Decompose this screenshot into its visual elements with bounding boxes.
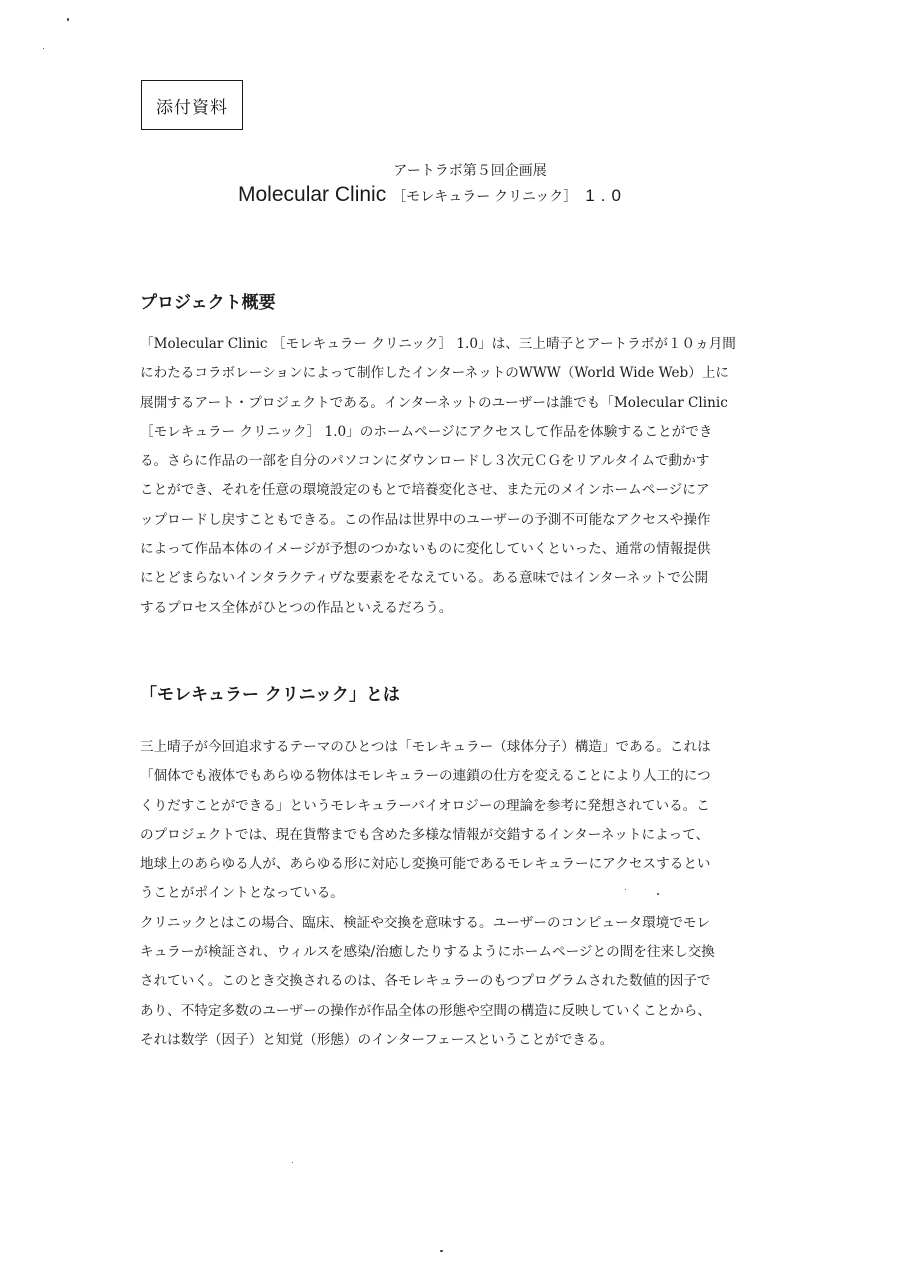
scan-speck bbox=[292, 1162, 293, 1163]
document-title bbox=[238, 183, 627, 207]
about-paragraph bbox=[140, 733, 780, 1055]
paragraph-line: されていく。このとき交換されるのは、各モレキュラーのもつプログラムされた数値的因子で bbox=[140, 973, 711, 990]
scan-speck bbox=[625, 889, 626, 890]
attachment-label: 添付資料 bbox=[156, 97, 228, 118]
paragraph-line: キュラーが検証され、ウィルスを感染/治癒したりするようにホームページとの間を往来し交換 bbox=[140, 944, 715, 961]
paragraph-line: クリニックとはこの場合、臨床、検証や交換を意味する。ユーザーのコンピュータ環境でモレ bbox=[140, 914, 711, 931]
exhibition-subtitle: アートラボ第５回企画展 bbox=[393, 163, 547, 179]
overview-paragraph bbox=[140, 330, 780, 623]
section-heading-overview: プロジェクト概要 bbox=[140, 293, 276, 313]
paragraph-line: するプロセス全体がひとつの作品といえるだろう。 bbox=[140, 599, 453, 616]
title-japanese: ［モレキュラー クリニック］ bbox=[392, 188, 578, 204]
paragraph-line: ことができ、それを任意の環境設定のもとで培養変化させ、また元のメインホームページにア bbox=[140, 482, 710, 499]
paragraph-line: 三上晴子が今回追求するテーマのひとつは「モレキュラー（球体分子）構造」である。これは bbox=[140, 739, 711, 755]
paragraph-line: る。さらに作品の一部を自分のパソコンにダウンロードし３次元ＣＧをリアルタイムで動かす bbox=[140, 453, 710, 470]
section-heading-about: 「モレキュラー クリニック」とは bbox=[140, 685, 400, 705]
paragraph-line: にとどまらないインタラクティヴな要素をそなえている。ある意味ではインターネットで公開 bbox=[140, 570, 709, 587]
paragraph-line: にわたるコラボレーションによって制作したインターネットのWWW（World Wide Web）上に bbox=[140, 365, 730, 382]
paragraph-line: ップロードし戻すこともできる。この作品は世界中のユーザーの予測不可能なアクセスや操作 bbox=[140, 511, 711, 528]
scan-speck bbox=[43, 48, 44, 49]
paragraph-line: ［モレキュラー クリニック］ 1.0」のホームページにアクセスして作品を体験することができ bbox=[140, 423, 713, 440]
title-version: 1.0 bbox=[585, 186, 627, 205]
paragraph-line: あり、不特定多数のユーザーの操作が作品全体の形態や空間の構造に反映していくことから、 bbox=[140, 1002, 711, 1019]
paragraph-line: くりだすことができる」というモレキュラーバイオロジーの理論を参考に発想されている。こ bbox=[140, 797, 710, 814]
paragraph-line: によって作品本体のイメージが予想のつかないものに変化していくといった、通常の情報提供 bbox=[140, 541, 711, 558]
paragraph-line: 展開するアート・プロジェクトである。インターネットのユーザーは誰でも「Molecular Clinic bbox=[140, 394, 728, 411]
scan-speck bbox=[67, 18, 69, 21]
paragraph-line: うことがポイントとなっている。 bbox=[140, 885, 344, 902]
paragraph-line: 「個体でも液体でもあらゆる物体はモレキュラーの連鎖の仕方を変えることにより人工的につ bbox=[140, 768, 711, 785]
scan-speck bbox=[440, 1250, 443, 1252]
scan-speck bbox=[657, 893, 659, 895]
paragraph-line: 地球上のあらゆる人が、あらゆる形に対応し変換可能であるモレキュラーにアクセスするとい bbox=[140, 856, 711, 873]
title-english: Molecular Clinic bbox=[238, 183, 387, 206]
attachment-label-box bbox=[141, 80, 243, 130]
paragraph-line: それは数学（因子）と知覚（形態）のインターフェースということができる。 bbox=[140, 1031, 614, 1048]
paragraph-line: のプロジェクトでは、現在貨幣までも含めた多様な情報が交錯するインターネットによって、 bbox=[140, 826, 710, 843]
paragraph-line: 「Molecular Clinic ［モレキュラー クリニック］ 1.0」は、三上晴子とアートラボが１０ヵ月間 bbox=[140, 336, 736, 352]
